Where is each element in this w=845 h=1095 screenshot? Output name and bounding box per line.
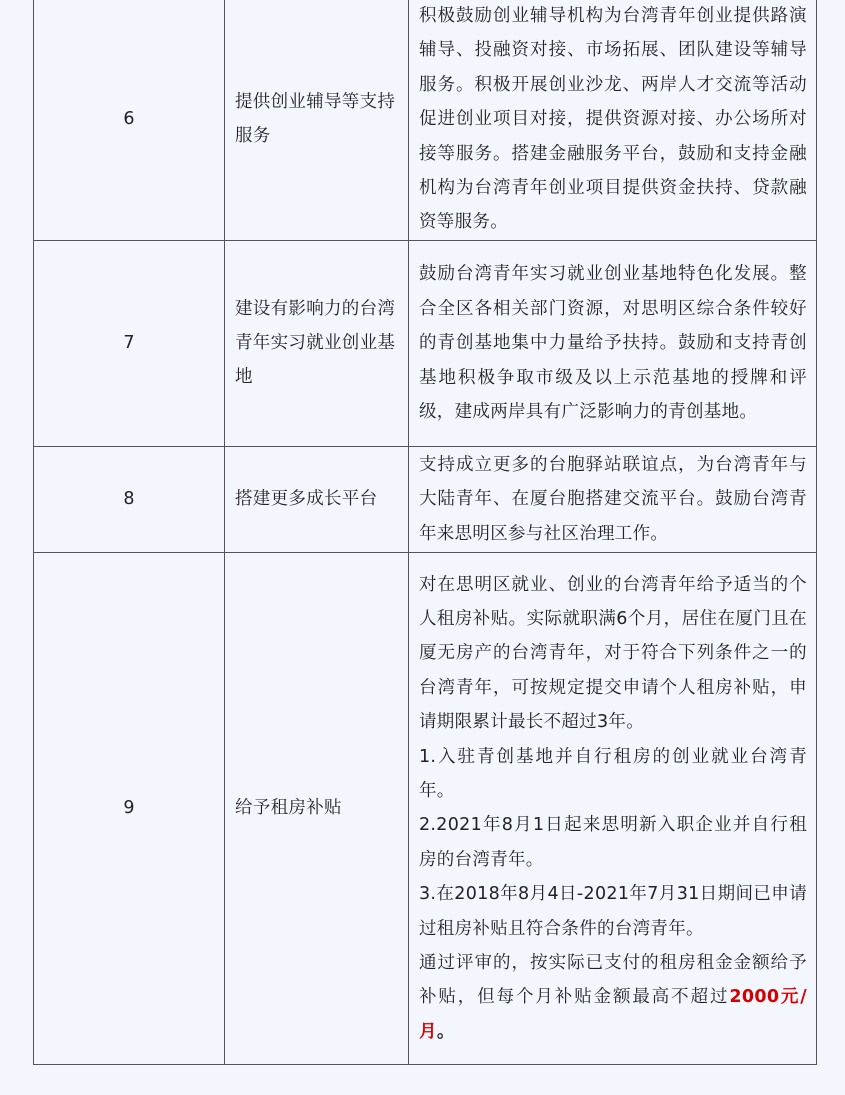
closing-paragraph (419, 946, 807, 1049)
row-number: 9 (34, 552, 225, 1064)
condition-item: 3.在2018年8月4日-2021年7月31日期间已申请过租房补贴且符合条件的台湾青年。 (419, 884, 807, 939)
description-paragraph: 积极鼓励创业辅导机构为台湾青年创业提供路演辅导、投融资对接、市场拓展、团队建设等辅导服务。积极开展创业沙龙、两岸人才交流等活动促进创业项目对接，提供资源对接、办公场所对接等服务。搭建金融服务平台，鼓励和支持金融机构为台湾青年创业项目提供资金扶持、贷款融资等服务。 (419, 6, 807, 233)
table-row (34, 240, 817, 446)
row-number: 6 (34, 0, 225, 240)
description-paragraph: 对在思明区就业、创业的台湾青年给予适当的个人租房补贴。实际就职满6个月，居住在厦门且在厦无房产的台湾青年，对于符合下列条件之一的台湾青年，可按规定提交申请个人租房补贴，申请期限累计最长不超过3年。 (419, 574, 807, 733)
row-number: 8 (34, 446, 225, 552)
measure-name (225, 446, 409, 552)
closing-period: 。 (436, 1021, 455, 1042)
description-paragraph: 鼓励台湾青年实习就业创业基地特色化发展。整合全区各相关部门资源，对思明区综合条件较好的青创基地集中力量给予扶持。鼓励和支持青创基地积极争取市级及以上示范基地的授牌和评级，建成两岸具有广泛影响力的青创基地。 (419, 264, 807, 422)
condition-item: 1.入驻青创基地并自行租房的创业就业台湾青年。 (419, 746, 807, 801)
row-number: 7 (34, 240, 225, 446)
measure-description (409, 240, 817, 446)
measure-name-text: 提供创业辅导等支持服务 (235, 92, 396, 147)
policy-table (33, 0, 817, 1065)
table-row (34, 446, 817, 552)
description-paragraph: 支持成立更多的台胞驿站联谊点，为台湾青年与大陆青年、在厦台胞搭建交流平台。鼓励台湾青年来思明区参与社区治理工作。 (419, 454, 807, 544)
table-row (34, 0, 817, 240)
measure-name (225, 0, 409, 240)
table-row (34, 552, 817, 1064)
subsidy-cap-amount: 2000元/月 (419, 987, 807, 1042)
measure-description (409, 552, 817, 1064)
measure-name-text: 建设有影响力的台湾青年实习就业创业基地 (235, 299, 396, 388)
measure-name (225, 240, 409, 446)
closing-text: 通过评审的，按实际已支付的租房租金金额给予补贴，但每个月补贴金额最高不超过 (419, 952, 807, 1008)
measure-description (409, 0, 817, 240)
measure-name-text: 给予租房补贴 (235, 798, 342, 819)
measure-name-text: 搭建更多成长平台 (235, 489, 378, 510)
measure-description (409, 446, 817, 552)
condition-item: 2.2021年8月1日起来思明新入职企业并自行租房的台湾青年。 (419, 815, 807, 870)
measure-name (225, 552, 409, 1064)
